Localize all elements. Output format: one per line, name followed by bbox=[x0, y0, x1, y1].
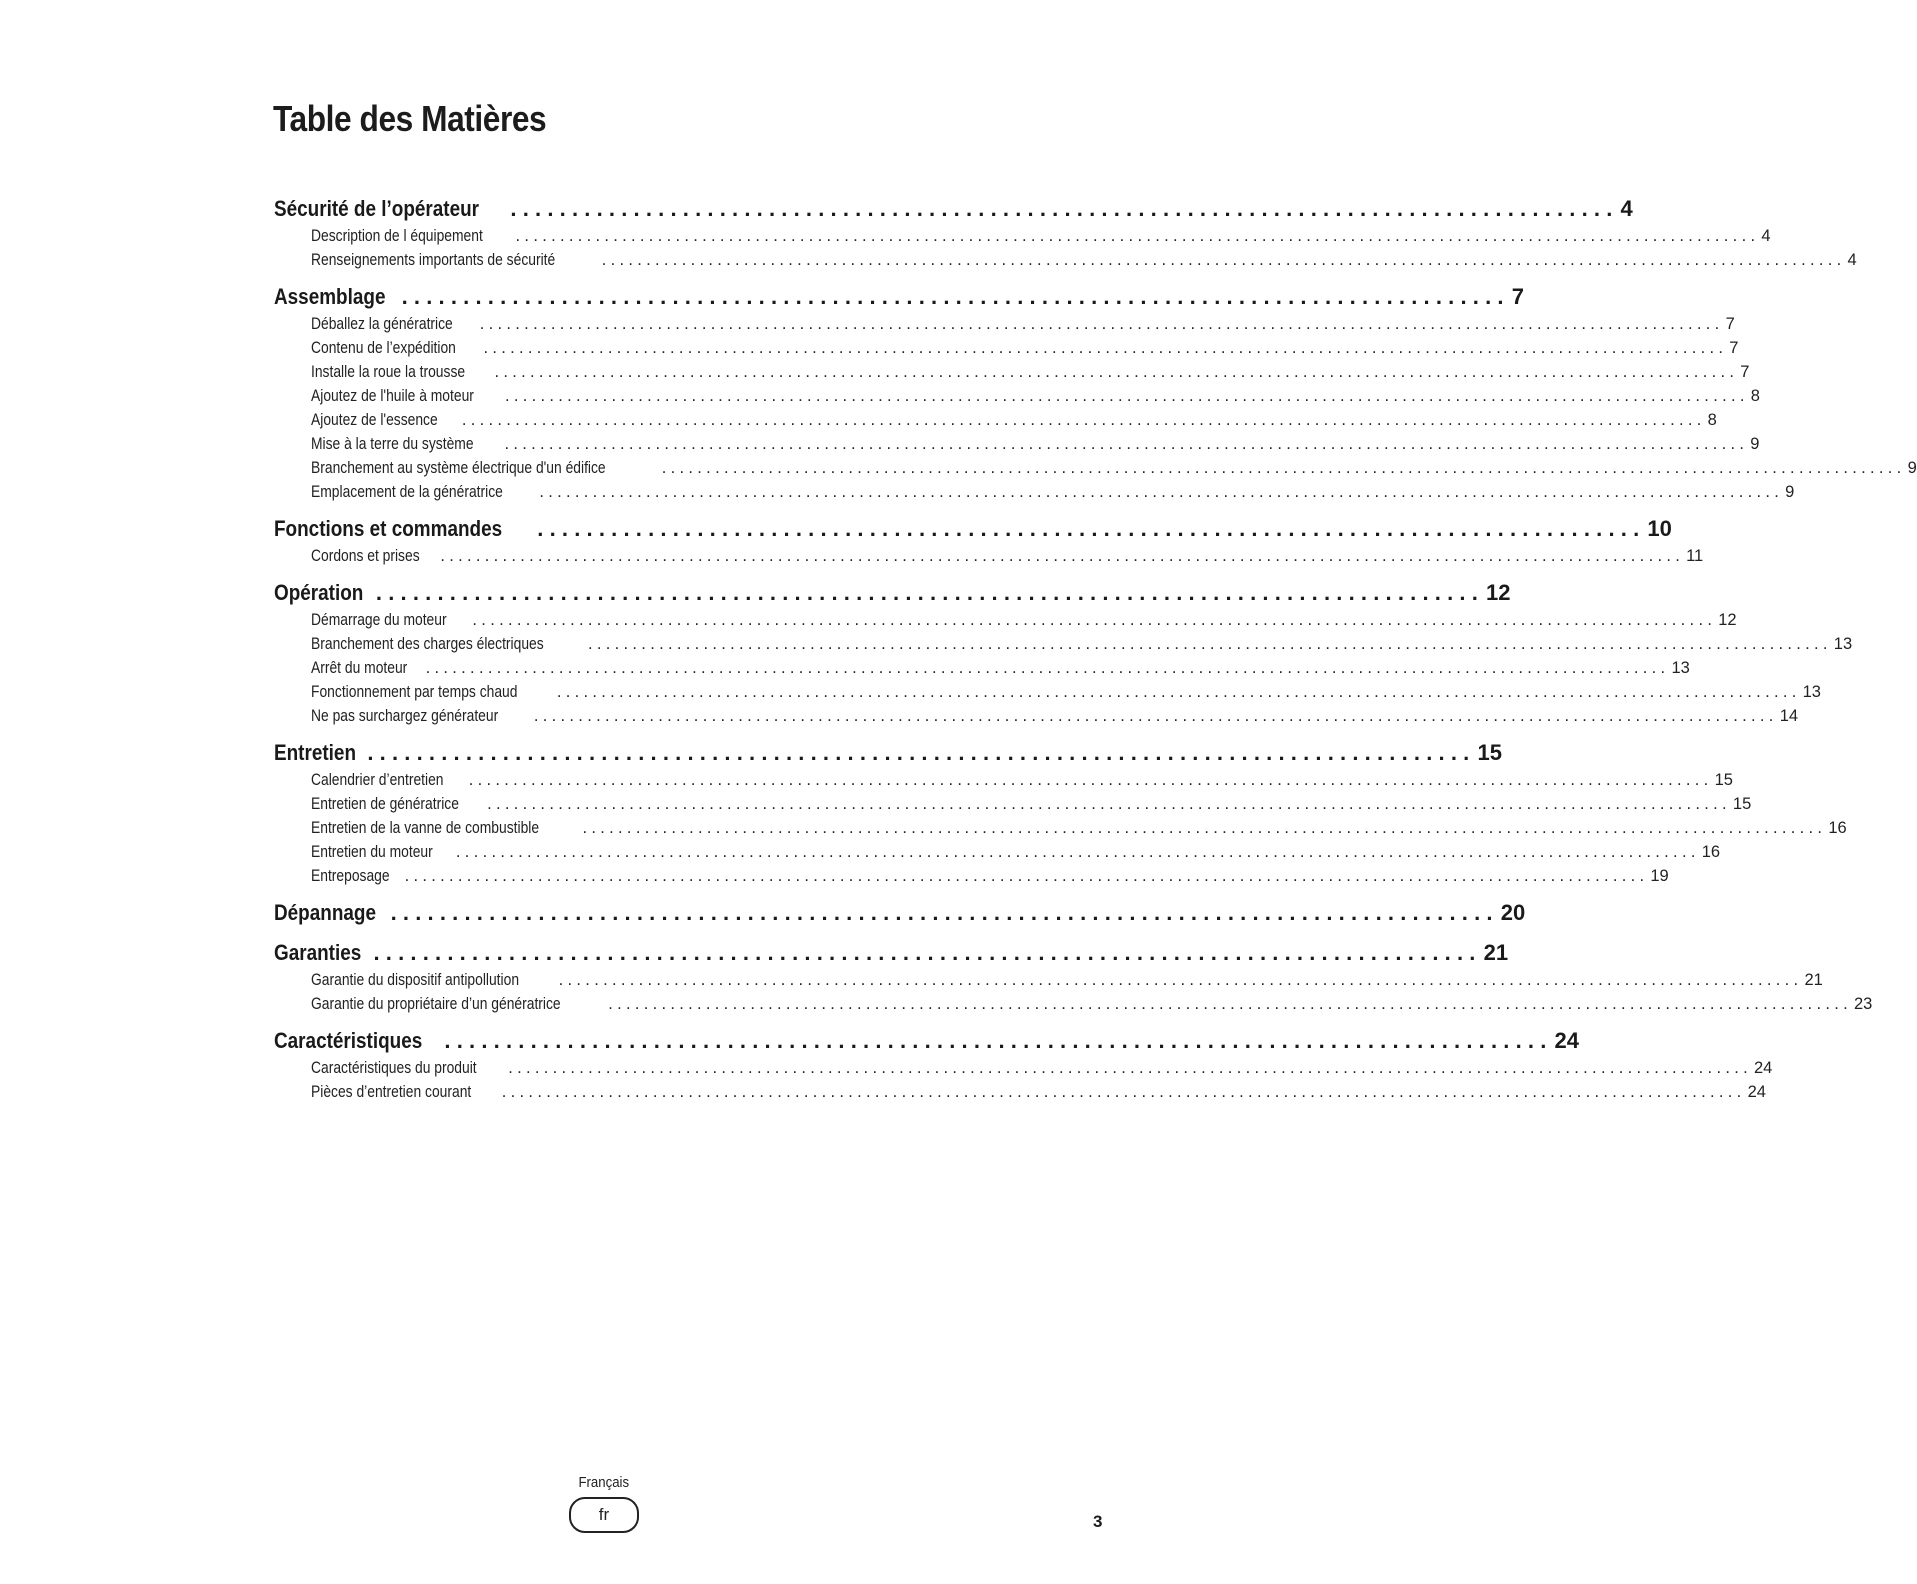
toc-entry-page: 9 bbox=[1750, 435, 1760, 453]
toc-section-heading[interactable] bbox=[274, 740, 1502, 771]
toc-entry-page: 9 bbox=[1907, 459, 1917, 477]
toc-entry-page: 12 bbox=[1718, 611, 1737, 629]
page-number: 3 bbox=[1093, 1512, 1103, 1531]
toc-entry-label: Entretien de génératrice bbox=[311, 795, 459, 813]
toc-entry-label: Ne pas surchargez générateur bbox=[311, 707, 499, 725]
toc-entry-label: Entretien du moteur bbox=[311, 843, 433, 861]
toc-section-heading-label: Caractéristiques bbox=[274, 1028, 423, 1053]
toc-entry-label: Ajoutez de l'essence bbox=[311, 411, 438, 429]
toc-entry-page: 11 bbox=[1686, 547, 1704, 565]
toc-entry-page: 8 bbox=[1707, 411, 1717, 429]
dot-leader: ............................................................................................................................................ bbox=[501, 1083, 1746, 1101]
toc-entry-page: 9 bbox=[1785, 483, 1795, 501]
dot-leader: .......................................................................................... bbox=[537, 516, 1646, 541]
table-of-contents bbox=[274, 196, 1917, 1116]
dot-leader: .......................................................................................... bbox=[375, 580, 1485, 605]
toc-entry[interactable] bbox=[274, 771, 1733, 795]
toc-entry[interactable] bbox=[274, 611, 1737, 635]
language-label-text: Français bbox=[578, 1474, 630, 1491]
toc-entry-page: 16 bbox=[1701, 843, 1721, 861]
dot-leader: ............................................................................................................................................ bbox=[556, 683, 1801, 701]
toc-entry[interactable] bbox=[274, 971, 1823, 995]
dot-leader: .......................................................................................... bbox=[390, 900, 1499, 925]
dot-leader: ............................................................................................................................................ bbox=[425, 659, 1670, 677]
toc-section-heading-label: Sécurité de l’opérateur bbox=[274, 196, 480, 221]
toc-entry[interactable] bbox=[274, 459, 1917, 483]
dot-leader: ............................................................................................................................................ bbox=[504, 435, 1749, 453]
toc-entry[interactable] bbox=[274, 659, 1690, 683]
toc-entry-label: Caractéristiques du produit bbox=[311, 1059, 477, 1077]
dot-leader: .......................................................................................... bbox=[401, 284, 1510, 309]
dot-leader: ............................................................................................................................................ bbox=[479, 315, 1724, 333]
toc-entry-page: 7 bbox=[1740, 363, 1750, 381]
toc-section-heading-page: 21 bbox=[1483, 940, 1509, 965]
toc-section bbox=[274, 740, 1847, 891]
toc-entry-page: 15 bbox=[1732, 795, 1752, 813]
dot-leader: ............................................................................................................................................ bbox=[468, 771, 1713, 789]
toc-section-heading-page: 4 bbox=[1620, 196, 1633, 221]
toc-section bbox=[274, 284, 1917, 507]
toc-section-heading[interactable] bbox=[274, 900, 1526, 931]
toc-entry-page: 24 bbox=[1747, 1083, 1766, 1101]
toc-section bbox=[274, 196, 1857, 275]
toc-entry-label: Emplacement de la génératrice bbox=[311, 483, 503, 501]
toc-section bbox=[274, 1028, 1773, 1107]
toc-entry[interactable] bbox=[274, 315, 1735, 339]
dot-leader: ............................................................................................................................................ bbox=[661, 459, 1906, 477]
toc-entry-page: 7 bbox=[1729, 339, 1739, 357]
toc-section-heading-page: 15 bbox=[1477, 740, 1502, 765]
toc-entry-page: 24 bbox=[1753, 1059, 1773, 1077]
toc-section-heading-page: 7 bbox=[1511, 284, 1524, 309]
dot-leader: .......................................................................................... bbox=[373, 940, 1482, 965]
dot-leader: .......................................................................................... bbox=[510, 196, 1619, 221]
toc-section-heading-label: Dépannage bbox=[274, 900, 376, 925]
toc-entry-label: Cordons et prises bbox=[311, 547, 420, 565]
dot-leader: ............................................................................................................................................ bbox=[483, 339, 1728, 357]
toc-entry[interactable] bbox=[274, 995, 1873, 1019]
dot-leader: .......................................................................................... bbox=[444, 1028, 1553, 1053]
toc-section-heading[interactable] bbox=[274, 580, 1511, 611]
dot-leader: .......................................................................................... bbox=[367, 740, 1476, 765]
dot-leader: ............................................................................................................................................ bbox=[608, 995, 1852, 1013]
toc-entry-page: 21 bbox=[1804, 971, 1823, 989]
toc-entry[interactable] bbox=[274, 363, 1750, 387]
toc-entry-page: 13 bbox=[1671, 659, 1690, 677]
toc-entry-label: Fonctionnement par temps chaud bbox=[311, 683, 518, 701]
toc-section-heading[interactable] bbox=[274, 196, 1633, 227]
toc-entry[interactable] bbox=[274, 251, 1857, 275]
toc-section-heading-label: Garanties bbox=[274, 940, 362, 965]
toc-section-heading[interactable] bbox=[274, 284, 1524, 315]
dot-leader: ............................................................................................................................................ bbox=[455, 843, 1700, 861]
toc-section-heading-page: 10 bbox=[1647, 516, 1672, 541]
toc-section-heading-page: 20 bbox=[1500, 900, 1526, 925]
toc-section-heading-label: Entretien bbox=[274, 740, 357, 765]
toc-entry[interactable] bbox=[274, 867, 1669, 891]
toc-entry[interactable] bbox=[274, 1083, 1766, 1107]
toc-entry[interactable] bbox=[274, 819, 1847, 843]
dot-leader: ............................................................................................................................................ bbox=[515, 227, 1760, 245]
dot-leader: ............................................................................................................................................ bbox=[472, 611, 1717, 629]
toc-section bbox=[274, 940, 1873, 1019]
dot-leader: ............................................................................................................................................ bbox=[404, 867, 1649, 885]
toc-section bbox=[274, 900, 1526, 931]
toc-entry[interactable] bbox=[274, 411, 1717, 435]
toc-entry-label: Contenu de l’expédition bbox=[311, 339, 456, 357]
dot-leader: ............................................................................................................................................ bbox=[588, 635, 1832, 653]
toc-entry-page: 7 bbox=[1725, 315, 1735, 333]
toc-entry-page: 4 bbox=[1847, 251, 1857, 269]
toc-entry-label: Pièces d’entretien courant bbox=[311, 1083, 472, 1101]
toc-section bbox=[274, 580, 1853, 731]
toc-entry-label: Mise à la terre du système bbox=[311, 435, 474, 453]
dot-leader: ............................................................................................................................................ bbox=[440, 547, 1685, 565]
toc-entry-page: 8 bbox=[1750, 387, 1760, 405]
toc-entry-label: Déballez la génératrice bbox=[311, 315, 453, 333]
toc-section-heading-label: Fonctions et commandes bbox=[274, 516, 503, 541]
toc-section-heading-label: Opération bbox=[274, 580, 364, 605]
toc-entry-page: 13 bbox=[1833, 635, 1853, 653]
toc-entry-page: 19 bbox=[1650, 867, 1669, 885]
page-title: Table des Matières bbox=[273, 98, 547, 139]
toc-entry-label: Ajoutez de l'huile à moteur bbox=[311, 387, 474, 405]
dot-leader: ............................................................................................................................................ bbox=[508, 1059, 1752, 1077]
toc-section-heading[interactable] bbox=[274, 940, 1509, 971]
toc-section-heading-page: 12 bbox=[1486, 580, 1511, 605]
toc-section-heading[interactable] bbox=[274, 1028, 1580, 1059]
toc-section-heading[interactable] bbox=[274, 516, 1672, 547]
dot-leader: ............................................................................................................................................ bbox=[504, 387, 1749, 405]
language-label bbox=[0, 1474, 1208, 1491]
toc-entry-label: Arrêt du moteur bbox=[311, 659, 408, 677]
toc-entry[interactable] bbox=[274, 435, 1760, 459]
toc-entry[interactable] bbox=[274, 227, 1771, 251]
toc-entry-label: Entreposage bbox=[311, 867, 390, 885]
language-code-badge: fr bbox=[569, 1497, 639, 1533]
toc-entry[interactable] bbox=[274, 339, 1739, 363]
toc-entry[interactable] bbox=[274, 843, 1721, 867]
dot-leader: ............................................................................................................................................ bbox=[582, 819, 1827, 837]
toc-entry-label: Démarrage du moteur bbox=[311, 611, 447, 629]
toc-entry[interactable] bbox=[274, 707, 1799, 731]
toc-entry-label: Entretien de la vanne de combustible bbox=[311, 819, 540, 837]
toc-entry[interactable] bbox=[274, 387, 1760, 411]
toc-entry-page: 23 bbox=[1853, 995, 1873, 1013]
dot-leader: ............................................................................................................................................ bbox=[539, 483, 1784, 501]
toc-section bbox=[274, 516, 1704, 571]
toc-entry[interactable] bbox=[274, 635, 1853, 659]
toc-entry-page: 15 bbox=[1714, 771, 1733, 789]
dot-leader: ............................................................................................................................................ bbox=[494, 363, 1739, 381]
toc-entry[interactable] bbox=[274, 547, 1704, 571]
toc-entry-label: Branchement des charges électriques bbox=[311, 635, 544, 653]
toc-entry-page: 13 bbox=[1802, 683, 1821, 701]
toc-entry[interactable] bbox=[274, 1059, 1773, 1083]
toc-entry-label: Installe la roue la trousse bbox=[311, 363, 466, 381]
dot-leader: ............................................................................................................................................ bbox=[601, 251, 1846, 269]
dot-leader: ............................................................................................................................................ bbox=[558, 971, 1803, 989]
toc-entry-label: Branchement au système électrique d'un édifice bbox=[311, 459, 606, 477]
dot-leader: ............................................................................................................................................ bbox=[533, 707, 1778, 725]
toc-section-heading-page: 24 bbox=[1554, 1028, 1580, 1053]
toc-entry-label: Renseignements importants de sécurité bbox=[311, 251, 556, 269]
toc-entry[interactable] bbox=[274, 483, 1795, 507]
toc-entry-page: 4 bbox=[1761, 227, 1771, 245]
toc-entry[interactable] bbox=[274, 795, 1752, 819]
toc-entry-label: Description de l équipement bbox=[311, 227, 483, 245]
toc-entry-page: 14 bbox=[1779, 707, 1799, 725]
dot-leader: ............................................................................................................................................ bbox=[461, 411, 1706, 429]
toc-entry-label: Garantie du dispositif antipollution bbox=[311, 971, 520, 989]
toc-entry-label: Garantie du propriétaire d’un génératrice bbox=[311, 995, 561, 1013]
toc-entry-label: Calendrier d’entretien bbox=[311, 771, 444, 789]
toc-entry-page: 16 bbox=[1828, 819, 1847, 837]
dot-leader: ............................................................................................................................................ bbox=[487, 795, 1731, 813]
toc-section-heading-label: Assemblage bbox=[274, 284, 386, 309]
toc-entry[interactable] bbox=[274, 683, 1821, 707]
